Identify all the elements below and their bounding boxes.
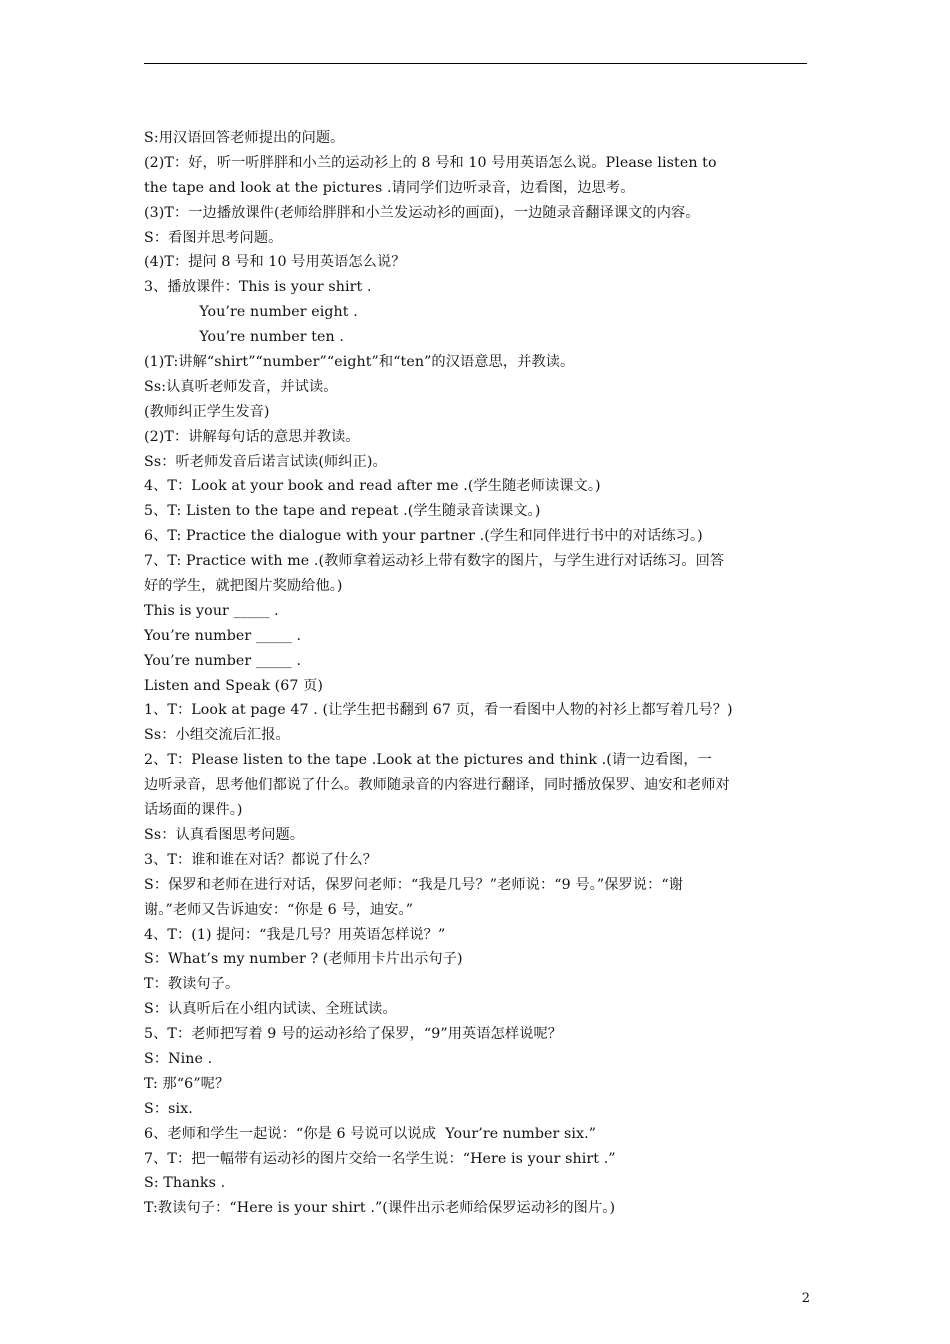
section-heading: Listen and Speak (67 页)	[144, 677, 324, 694]
text-line: 好的学生，就把图片奖励给他。)	[144, 578, 343, 595]
text-line: T:教读句子：“Here is your shirt .”(课件出示老师给保罗运动衫的图片。)	[144, 1200, 616, 1217]
text-line: 1、T：Look at page 47 . (让学生把书翻到 67 页，看一看图中人物的衬衫上都写着几号？)	[144, 702, 733, 719]
text-line: 6、T: Practice the dialogue with your partner .(学生和同伴进行书中的对话练习。)	[144, 528, 703, 545]
text-line: (2)T：讲解每句话的意思并教读。	[144, 428, 360, 445]
text-line: This is your _____ .	[144, 602, 279, 619]
text-line: You’re number eight .	[144, 304, 358, 321]
header-rule	[144, 63, 807, 64]
text-line: S：What’s my number ? (老师用卡片出示句子)	[144, 951, 463, 968]
text-line: (4)T：提问 8 号和 10 号用英语怎么说？	[144, 254, 406, 271]
text-line: 4、T：(1) 提问：“我是几号？用英语怎样说？”	[144, 926, 446, 943]
document-body	[144, 126, 810, 1221]
text-line: S: Thanks .	[144, 1175, 226, 1192]
text-line: 4、T：Look at your book and read after me .(学生随老师读课文。)	[144, 478, 601, 495]
text-line: 7、T：把一幅带有运动衫的图片交给一名学生说：“Here is your shirt .”	[144, 1150, 616, 1167]
text-line: 话场面的课件。)	[144, 802, 243, 819]
text-line: Ss：小组交流后汇报。	[144, 727, 290, 744]
text-line: 5、T: Listen to the tape and repeat .(学生随录音读课文。)	[144, 503, 541, 520]
text-line: (1)T:讲解“shirt”“number”“eight”和“ten”的汉语意思，并教读。	[144, 354, 575, 371]
text-line: 边听录音，思考他们都说了什么。教师随录音的内容进行翻译，同时播放保罗、迪安和老师对	[144, 777, 730, 794]
text-line: S：看图并思考问题。	[144, 229, 283, 246]
text-line: T：教读句子。	[144, 976, 240, 993]
text-line: (2)T：好，听一听胖胖和小兰的运动衫上的 8 号和 10 号用英语怎么说。Please listen to	[144, 154, 717, 171]
text-line: 2、T：Please listen to the tape .Look at the pictures and think .(请一边看图，一	[144, 752, 712, 769]
text-line: T: 那“6”呢？	[144, 1075, 230, 1092]
text-line: S：six.	[144, 1100, 193, 1117]
text-line: (教师纠正学生发音)	[144, 403, 270, 420]
text-line: You’re number ten .	[144, 329, 344, 346]
text-line: S：认真听后在小组内试读、全班试读。	[144, 1001, 397, 1018]
text-line: 谢。”老师又告诉迪安：“你是 6 号，迪安。”	[144, 901, 414, 918]
text-line: You’re number _____ .	[144, 627, 302, 644]
text-line: (3)T：一边播放课件(老师给胖胖和小兰发运动衫的画面)，一边随录音翻译课文的内容。	[144, 204, 700, 221]
text-line: Ss：认真看图思考问题。	[144, 826, 305, 843]
text-line: Ss：听老师发音后诺言试读(师纠正)。	[144, 453, 387, 470]
text-line: 7、T: Practice with me .(教师拿着运动衫上带有数字的图片，与学生进行对话练习。回答	[144, 553, 725, 570]
text-line: 6、老师和学生一起说：“你是 6 号说可以说成 Your’re number six.”	[144, 1125, 597, 1142]
text-line: Ss:认真听老师发音，并试读。	[144, 378, 338, 395]
text-line: the tape and look at the pictures .请同学们边听录音，边看图，边思考。	[144, 179, 635, 196]
page-number: 2	[801, 1291, 810, 1306]
text-line: S：保罗和老师在进行对话，保罗问老师：“我是几号？”老师说：“9 号。”保罗说：“谢	[144, 876, 683, 893]
text-line: 3、播放课件：This is your shirt .	[144, 279, 372, 296]
text-line: You’re number _____ .	[144, 652, 302, 669]
text-line: 3、T：谁和谁在对话？都说了什么？	[144, 851, 378, 868]
text-line: S:用汉语回答老师提出的问题。	[144, 130, 345, 146]
text-line: 5、T：老师把写着 9 号的运动衫给了保罗，“9”用英语怎样说呢？	[144, 1026, 563, 1043]
text-line: S：Nine .	[144, 1050, 213, 1067]
